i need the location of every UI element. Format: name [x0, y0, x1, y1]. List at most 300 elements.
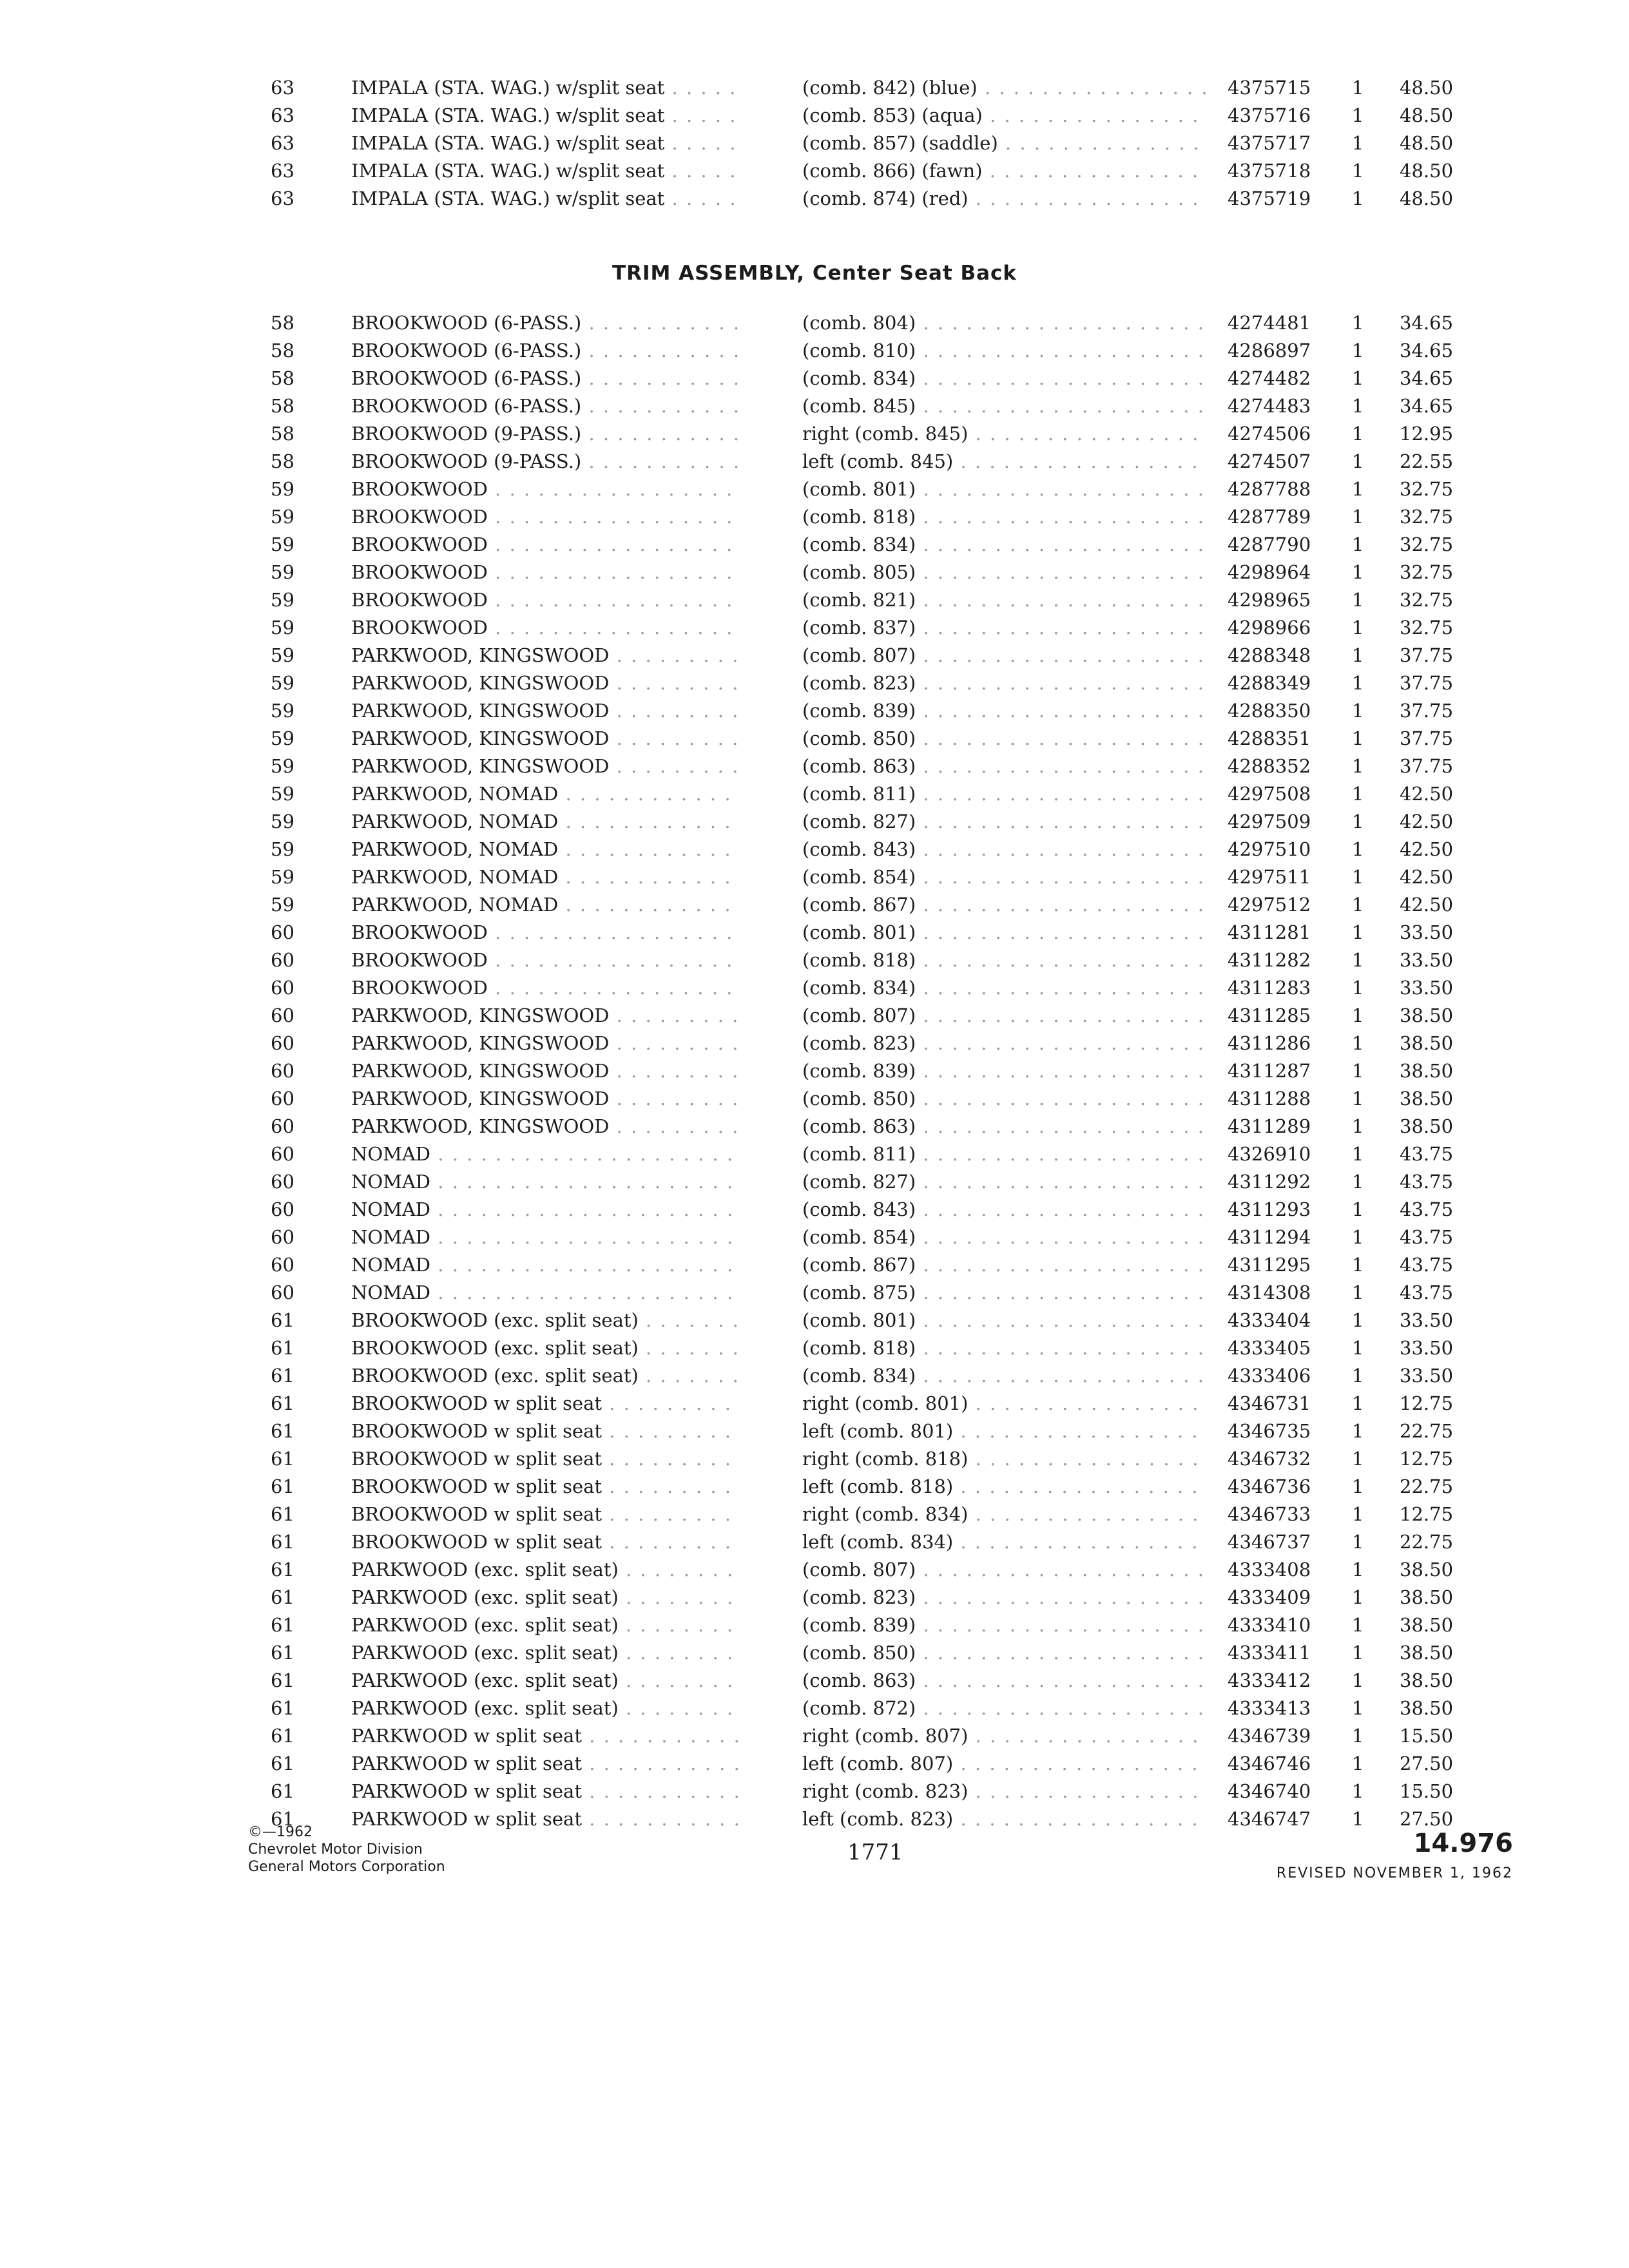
year-cell: 59 [271, 838, 294, 860]
table-row [0, 697, 1629, 725]
price-cell: 38.50 [1400, 1088, 1454, 1110]
table-row [0, 836, 1629, 863]
description-cell: right (comb. 807) . . . [802, 1722, 1208, 1750]
table-row [0, 1279, 1629, 1307]
quantity-cell: 1 [1352, 312, 1364, 334]
part-number-cell: 4288349 [1228, 672, 1311, 694]
table-row [0, 531, 1629, 559]
model-cell: BROOKWOOD w split seat . . . [351, 1418, 738, 1445]
part-number-cell: 4287790 [1228, 533, 1311, 555]
quantity-cell: 1 [1352, 1669, 1364, 1691]
table-row [0, 1750, 1629, 1778]
year-cell: 61 [271, 1808, 294, 1830]
description-cell: right (comb. 818) . . . [802, 1445, 1208, 1473]
price-cell: 38.50 [1400, 1115, 1454, 1137]
quantity-cell: 1 [1352, 1171, 1364, 1193]
quantity-cell: 1 [1352, 340, 1364, 361]
quantity-cell: 1 [1352, 1088, 1364, 1110]
table-row [0, 1030, 1629, 1057]
price-cell: 48.50 [1400, 160, 1454, 182]
part-number-cell: 4346737 [1228, 1531, 1311, 1553]
year-cell: 61 [271, 1420, 294, 1442]
part-number-cell: 4375719 [1228, 187, 1311, 209]
description-cell: (comb. 867) . . . [802, 1251, 1208, 1279]
table-row [0, 1556, 1629, 1584]
table-row [0, 919, 1629, 947]
part-number-cell: 4311285 [1228, 1004, 1311, 1026]
quantity-cell: 1 [1352, 1586, 1364, 1608]
year-cell: 59 [271, 506, 294, 528]
year-cell: 59 [271, 478, 294, 500]
model-cell: PARKWOOD w split seat . . . [351, 1805, 738, 1833]
section-heading: TRIM ASSEMBLY, Center Seat Back [612, 262, 1017, 285]
description-cell: (comb. 823) . . . [802, 1584, 1208, 1611]
model-cell: IMPALA (STA. WAG.) w/split seat . . . [351, 185, 738, 213]
price-cell: 22.75 [1400, 1475, 1454, 1497]
part-number-cell: 4288351 [1228, 727, 1311, 749]
price-cell: 38.50 [1400, 1697, 1454, 1719]
model-cell: BROOKWOOD . . . [351, 919, 738, 947]
year-cell: 58 [271, 450, 294, 472]
part-number-cell: 4375718 [1228, 160, 1311, 182]
year-cell: 60 [271, 1226, 294, 1248]
table-row [0, 1639, 1629, 1667]
description-cell: (comb. 801) . . . [802, 919, 1208, 947]
page-number: 1771 [847, 1840, 903, 1865]
price-cell: 32.75 [1400, 589, 1454, 611]
price-cell: 38.50 [1400, 1669, 1454, 1691]
table-row [0, 1057, 1629, 1085]
description-cell: (comb. 834) . . . [802, 365, 1208, 392]
quantity-cell: 1 [1352, 1780, 1364, 1802]
price-cell: 37.75 [1400, 672, 1454, 694]
part-number-cell: 4346740 [1228, 1780, 1311, 1802]
part-number-cell: 4297509 [1228, 811, 1311, 832]
year-cell: 61 [271, 1725, 294, 1747]
model-cell: BROOKWOOD w split seat . . . [351, 1528, 738, 1556]
model-cell: NOMAD . . . [351, 1279, 738, 1307]
model-cell: PARKWOOD, KINGSWOOD . . . [351, 1057, 738, 1085]
price-cell: 38.50 [1400, 1614, 1454, 1636]
table-row [0, 102, 1629, 130]
model-cell: PARKWOOD (exc. split seat) . . . [351, 1556, 738, 1584]
description-cell: (comb. 811) . . . [802, 1140, 1208, 1168]
price-cell: 38.50 [1400, 1060, 1454, 1082]
model-cell: BROOKWOOD . . . [351, 614, 738, 642]
quantity-cell: 1 [1352, 949, 1364, 971]
model-cell: BROOKWOOD . . . [351, 476, 738, 503]
part-number-cell: 4375715 [1228, 77, 1311, 99]
description-cell: (comb. 818) . . . [802, 947, 1208, 974]
description-cell: (comb. 850) . . . [802, 725, 1208, 753]
description-cell: (comb. 801) . . . [802, 476, 1208, 503]
price-cell: 34.65 [1400, 367, 1454, 389]
part-number-cell: 4346746 [1228, 1753, 1311, 1774]
quantity-cell: 1 [1352, 1309, 1364, 1331]
description-cell: (comb. 827) . . . [802, 1168, 1208, 1196]
model-cell: BROOKWOOD (6-PASS.) . . . [351, 337, 738, 365]
price-cell: 33.50 [1400, 1365, 1454, 1387]
copyright: ©—1962 [248, 1824, 313, 1840]
description-cell: (comb. 823) . . . [802, 669, 1208, 697]
quantity-cell: 1 [1352, 132, 1364, 154]
table-row [0, 130, 1629, 157]
table-row [0, 891, 1629, 919]
table-row [0, 753, 1629, 780]
year-cell: 58 [271, 395, 294, 417]
table-row [0, 863, 1629, 891]
year-cell: 60 [271, 949, 294, 971]
description-cell: (comb. 807) . . . [802, 642, 1208, 669]
description-cell: (comb. 845) . . . [802, 392, 1208, 420]
part-number-cell: 4274481 [1228, 312, 1311, 334]
table-row [0, 669, 1629, 697]
model-cell: BROOKWOOD (6-PASS.) . . . [351, 309, 738, 337]
table-row [0, 74, 1629, 102]
year-cell: 60 [271, 1198, 294, 1220]
quantity-cell: 1 [1352, 506, 1364, 528]
table-row [0, 808, 1629, 836]
table-row [0, 185, 1629, 213]
description-cell: (comb. 863) . . . [802, 1667, 1208, 1695]
year-cell: 61 [271, 1642, 294, 1664]
table-row [0, 1196, 1629, 1224]
price-cell: 43.75 [1400, 1254, 1454, 1276]
year-cell: 63 [271, 77, 294, 99]
price-cell: 32.75 [1400, 561, 1454, 583]
model-cell: NOMAD . . . [351, 1224, 738, 1251]
table-row [0, 1473, 1629, 1501]
price-cell: 48.50 [1400, 77, 1454, 99]
description-cell: (comb. 811) . . . [802, 780, 1208, 808]
quantity-cell: 1 [1352, 1032, 1364, 1054]
price-cell: 37.75 [1400, 644, 1454, 666]
price-cell: 43.75 [1400, 1143, 1454, 1165]
quantity-cell: 1 [1352, 1725, 1364, 1747]
description-cell: (comb. 842) (blue) . . . [802, 74, 1208, 102]
quantity-cell: 1 [1352, 1753, 1364, 1774]
year-cell: 60 [271, 1088, 294, 1110]
table-row [0, 1611, 1629, 1639]
part-number-cell: 4297512 [1228, 894, 1311, 916]
year-cell: 63 [271, 187, 294, 209]
model-cell: IMPALA (STA. WAG.) w/split seat . . . [351, 157, 738, 185]
part-number-cell: 4288350 [1228, 700, 1311, 722]
quantity-cell: 1 [1352, 423, 1364, 445]
price-cell: 32.75 [1400, 478, 1454, 500]
model-cell: PARKWOOD, NOMAD . . . [351, 780, 738, 808]
table-row [0, 1667, 1629, 1695]
price-cell: 42.50 [1400, 783, 1454, 805]
description-cell: (comb. 818) . . . [802, 1334, 1208, 1362]
part-number-cell: 4333409 [1228, 1586, 1311, 1608]
part-number-cell: 4333406 [1228, 1365, 1311, 1387]
table-row [0, 947, 1629, 974]
part-number-cell: 4311295 [1228, 1254, 1311, 1276]
quantity-cell: 1 [1352, 1503, 1364, 1525]
part-number-cell: 4311289 [1228, 1115, 1311, 1137]
price-cell: 22.75 [1400, 1531, 1454, 1553]
quantity-cell: 1 [1352, 1420, 1364, 1442]
table-row [0, 1224, 1629, 1251]
price-cell: 38.50 [1400, 1559, 1454, 1581]
table-row [0, 157, 1629, 185]
quantity-cell: 1 [1352, 700, 1364, 722]
price-cell: 42.50 [1400, 838, 1454, 860]
part-number-cell: 4286897 [1228, 340, 1311, 361]
model-cell: BROOKWOOD w split seat . . . [351, 1390, 738, 1418]
model-cell: NOMAD . . . [351, 1168, 738, 1196]
description-cell: (comb. 853) (aqua) . . . [802, 102, 1208, 130]
year-cell: 59 [271, 894, 294, 916]
model-cell: PARKWOOD, NOMAD . . . [351, 808, 738, 836]
price-cell: 32.75 [1400, 533, 1454, 555]
price-cell: 33.50 [1400, 921, 1454, 943]
table-row [0, 1584, 1629, 1611]
description-cell: (comb. 839) . . . [802, 1611, 1208, 1639]
quantity-cell: 1 [1352, 727, 1364, 749]
quantity-cell: 1 [1352, 1475, 1364, 1497]
quantity-cell: 1 [1352, 1614, 1364, 1636]
model-cell: PARKWOOD, KINGSWOOD . . . [351, 1030, 738, 1057]
part-number-cell: 4311293 [1228, 1198, 1311, 1220]
table-row [0, 1445, 1629, 1473]
table-row [0, 503, 1629, 531]
price-cell: 37.75 [1400, 727, 1454, 749]
part-number-cell: 4274507 [1228, 450, 1311, 472]
year-cell: 61 [271, 1503, 294, 1525]
table-row [0, 559, 1629, 586]
table-row [0, 1418, 1629, 1445]
quantity-cell: 1 [1352, 450, 1364, 472]
model-cell: BROOKWOOD . . . [351, 586, 738, 614]
price-cell: 27.50 [1400, 1753, 1454, 1774]
description-cell: (comb. 834) . . . [802, 531, 1208, 559]
quantity-cell: 1 [1352, 77, 1364, 99]
quantity-cell: 1 [1352, 838, 1364, 860]
description-cell: (comb. 827) . . . [802, 808, 1208, 836]
year-cell: 59 [271, 561, 294, 583]
quantity-cell: 1 [1352, 894, 1364, 916]
model-cell: PARKWOOD, KINGSWOOD . . . [351, 697, 738, 725]
table-row [0, 1251, 1629, 1279]
description-cell: (comb. 875) . . . [802, 1279, 1208, 1307]
year-cell: 60 [271, 1254, 294, 1276]
year-cell: 58 [271, 367, 294, 389]
price-cell: 43.75 [1400, 1171, 1454, 1193]
part-number-cell: 4274506 [1228, 423, 1311, 445]
description-cell: (comb. 804) . . . [802, 309, 1208, 337]
table-row [0, 420, 1629, 448]
description-cell: (comb. 863) . . . [802, 753, 1208, 780]
description-cell: (comb. 821) . . . [802, 586, 1208, 614]
year-cell: 61 [271, 1365, 294, 1387]
description-cell: left (comb. 834) . . . [802, 1528, 1208, 1556]
quantity-cell: 1 [1352, 589, 1364, 611]
table-row [0, 1168, 1629, 1196]
price-cell: 15.50 [1400, 1780, 1454, 1802]
model-cell: IMPALA (STA. WAG.) w/split seat . . . [351, 130, 738, 157]
price-cell: 27.50 [1400, 1808, 1454, 1830]
model-cell: BROOKWOOD (9-PASS.) . . . [351, 420, 738, 448]
table-row [0, 1362, 1629, 1390]
table-row [0, 725, 1629, 753]
year-cell: 61 [271, 1337, 294, 1359]
model-cell: PARKWOOD, KINGSWOOD . . . [351, 753, 738, 780]
price-cell: 37.75 [1400, 755, 1454, 777]
price-cell: 42.50 [1400, 811, 1454, 832]
quantity-cell: 1 [1352, 1004, 1364, 1026]
price-cell: 22.55 [1400, 450, 1454, 472]
description-cell: (comb. 874) (red) . . . [802, 185, 1208, 213]
model-cell: BROOKWOOD . . . [351, 947, 738, 974]
year-cell: 60 [271, 1143, 294, 1165]
quantity-cell: 1 [1352, 1143, 1364, 1165]
price-cell: 33.50 [1400, 949, 1454, 971]
model-cell: BROOKWOOD (6-PASS.) . . . [351, 365, 738, 392]
description-cell: right (comb. 845) . . . [802, 420, 1208, 448]
quantity-cell: 1 [1352, 977, 1364, 999]
quantity-cell: 1 [1352, 104, 1364, 126]
year-cell: 61 [271, 1697, 294, 1719]
table-row [0, 1002, 1629, 1030]
table-row [0, 614, 1629, 642]
description-cell: (comb. 843) . . . [802, 1196, 1208, 1224]
model-cell: PARKWOOD, KINGSWOOD . . . [351, 669, 738, 697]
publisher-block [248, 1823, 445, 1876]
price-cell: 15.50 [1400, 1725, 1454, 1747]
description-cell: (comb. 867) . . . [802, 891, 1208, 919]
quantity-cell: 1 [1352, 1697, 1364, 1719]
quantity-cell: 1 [1352, 478, 1364, 500]
table-row [0, 974, 1629, 1002]
table-row [0, 1778, 1629, 1805]
quantity-cell: 1 [1352, 783, 1364, 805]
quantity-cell: 1 [1352, 395, 1364, 417]
description-cell: left (comb. 818) . . . [802, 1473, 1208, 1501]
part-number-cell: 4311281 [1228, 921, 1311, 943]
model-cell: PARKWOOD (exc. split seat) . . . [351, 1611, 738, 1639]
part-number-cell: 4346732 [1228, 1448, 1311, 1470]
year-cell: 61 [271, 1392, 294, 1414]
year-cell: 63 [271, 160, 294, 182]
part-number-cell: 4288352 [1228, 755, 1311, 777]
price-cell: 38.50 [1400, 1586, 1454, 1608]
quantity-cell: 1 [1352, 866, 1364, 888]
year-cell: 58 [271, 423, 294, 445]
description-cell: left (comb. 801) . . . [802, 1418, 1208, 1445]
year-cell: 59 [271, 533, 294, 555]
model-cell: PARKWOOD (exc. split seat) . . . [351, 1639, 738, 1667]
part-number-cell: 4326910 [1228, 1143, 1311, 1165]
quantity-cell: 1 [1352, 617, 1364, 639]
year-cell: 58 [271, 340, 294, 361]
table-row [0, 448, 1629, 476]
year-cell: 59 [271, 644, 294, 666]
price-cell: 33.50 [1400, 1309, 1454, 1331]
model-cell: PARKWOOD, KINGSWOOD . . . [351, 642, 738, 669]
part-number-cell: 4311287 [1228, 1060, 1311, 1082]
part-number-cell: 4346747 [1228, 1808, 1311, 1830]
model-cell: PARKWOOD, KINGSWOOD . . . [351, 1113, 738, 1140]
year-cell: 61 [271, 1475, 294, 1497]
price-cell: 32.75 [1400, 506, 1454, 528]
part-number-cell: 4333412 [1228, 1669, 1311, 1691]
year-cell: 61 [271, 1614, 294, 1636]
model-cell: BROOKWOOD (6-PASS.) . . . [351, 392, 738, 420]
part-number-cell: 4274483 [1228, 395, 1311, 417]
table-row [0, 780, 1629, 808]
description-cell: (comb. 854) . . . [802, 863, 1208, 891]
year-cell: 59 [271, 700, 294, 722]
description-cell: (comb. 818) . . . [802, 503, 1208, 531]
year-cell: 60 [271, 1115, 294, 1137]
description-cell: left (comb. 845) . . . [802, 448, 1208, 476]
price-cell: 43.75 [1400, 1226, 1454, 1248]
part-number-cell: 4346735 [1228, 1420, 1311, 1442]
price-cell: 33.50 [1400, 977, 1454, 999]
table-row [0, 1805, 1629, 1833]
description-cell: (comb. 872) . . . [802, 1695, 1208, 1722]
part-number-cell: 4287789 [1228, 506, 1311, 528]
table-row [0, 1334, 1629, 1362]
year-cell: 59 [271, 589, 294, 611]
year-cell: 61 [271, 1559, 294, 1581]
model-cell: PARKWOOD (exc. split seat) . . . [351, 1584, 738, 1611]
description-cell: (comb. 837) . . . [802, 614, 1208, 642]
quantity-cell: 1 [1352, 1559, 1364, 1581]
model-cell: IMPALA (STA. WAG.) w/split seat . . . [351, 102, 738, 130]
description-cell: (comb. 807) . . . [802, 1556, 1208, 1584]
quantity-cell: 1 [1352, 921, 1364, 943]
year-cell: 63 [271, 104, 294, 126]
table-row [0, 337, 1629, 365]
description-cell: (comb. 850) . . . [802, 1639, 1208, 1667]
year-cell: 59 [271, 727, 294, 749]
model-cell: PARKWOOD, NOMAD . . . [351, 863, 738, 891]
quantity-cell: 1 [1352, 367, 1364, 389]
quantity-cell: 1 [1352, 533, 1364, 555]
price-cell: 33.50 [1400, 1337, 1454, 1359]
price-cell: 12.95 [1400, 423, 1454, 445]
quantity-cell: 1 [1352, 1448, 1364, 1470]
quantity-cell: 1 [1352, 561, 1364, 583]
description-cell: left (comb. 823) . . . [802, 1805, 1208, 1833]
table-row [0, 365, 1629, 392]
quantity-cell: 1 [1352, 755, 1364, 777]
year-cell: 61 [271, 1669, 294, 1691]
price-cell: 42.50 [1400, 866, 1454, 888]
year-cell: 61 [271, 1309, 294, 1331]
part-number-cell: 4333404 [1228, 1309, 1311, 1331]
model-cell: BROOKWOOD . . . [351, 531, 738, 559]
price-cell: 48.50 [1400, 132, 1454, 154]
quantity-cell: 1 [1352, 1365, 1364, 1387]
price-cell: 38.50 [1400, 1642, 1454, 1664]
description-cell: (comb. 850) . . . [802, 1085, 1208, 1113]
part-number-cell: 4297511 [1228, 866, 1311, 888]
year-cell: 60 [271, 1032, 294, 1054]
description-cell: (comb. 866) (fawn) . . . [802, 157, 1208, 185]
division-name: Chevrolet Motor Division [248, 1841, 423, 1858]
part-number-cell: 4314308 [1228, 1282, 1311, 1303]
quantity-cell: 1 [1352, 1337, 1364, 1359]
part-number-cell: 4333411 [1228, 1642, 1311, 1664]
year-cell: 59 [271, 672, 294, 694]
model-cell: PARKWOOD, KINGSWOOD . . . [351, 725, 738, 753]
table-row [0, 1695, 1629, 1722]
price-cell: 12.75 [1400, 1448, 1454, 1470]
